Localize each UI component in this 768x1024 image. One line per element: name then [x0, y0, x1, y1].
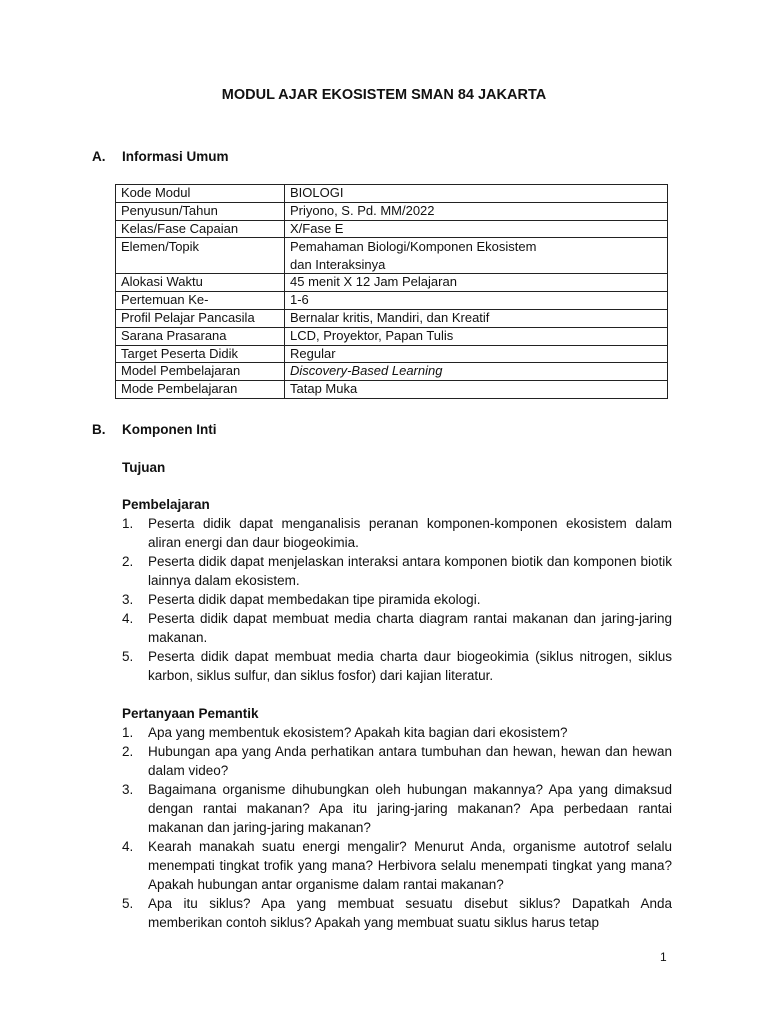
list-text: Peserta didik dapat menganalisis peranan komponen-komponen ekosistem dalam aliran energi dan daur biogeokimia.	[148, 516, 672, 550]
pembelajaran-list	[122, 514, 672, 685]
table-value: 1-6	[285, 292, 668, 310]
section-a-title: Informasi Umum	[122, 149, 229, 164]
table-key: Kode Modul	[116, 185, 285, 203]
table-row	[116, 381, 668, 399]
list-number: 4.	[122, 839, 134, 854]
list-number: 4.	[122, 611, 134, 626]
table-key: Target Peserta Didik	[116, 345, 285, 363]
list-text: Peserta didik dapat membedakan tipe piramida ekologi.	[148, 592, 481, 607]
section-b-title: Komponen Inti	[122, 422, 217, 437]
list-text: Hubungan apa yang Anda perhatikan antara tumbuhan dan hewan, hewan dan hewan dalam video?	[148, 744, 672, 778]
list-text: Apa itu siklus? Apa yang membuat sesuatu disebut siklus? Dapatkah Anda memberikan contoh siklus? Apakah yang membuat suatu siklus harus tetap	[148, 896, 672, 930]
table-key: Kelas/Fase Capaian	[116, 220, 285, 238]
tujuan-heading: Tujuan	[122, 460, 166, 475]
list-number: 5.	[122, 649, 134, 664]
list-item	[122, 590, 672, 609]
table-key: Sarana Prasarana	[116, 327, 285, 345]
list-item	[122, 647, 672, 685]
list-text: Kearah manakah suatu energi mengalir? Menurut Anda, organisme autotrof selalu menempati tingkat trofik yang mana? Herbivora selalu menempati tingkat yang mana? Apakah hubungan antar organisme dalam rantai makanan?	[148, 839, 672, 892]
table-key: Model Pembelajaran	[116, 363, 285, 381]
pembelajaran-heading: Pembelajaran	[122, 497, 210, 512]
document-title: MODUL AJAR EKOSISTEM SMAN 84 JAKARTA	[221, 87, 547, 103]
table-row	[116, 220, 668, 238]
list-text: Bagaimana organisme dihubungkan oleh hubungan makannya? Apa yang dimaksud dengan rantai makanan? Apa itu jaring-jaring makanan? Apa perbedaan rantai makanan dan jaring-jaring makanan?	[148, 782, 672, 835]
section-a-letter: A.	[92, 149, 106, 164]
pertanyaan-list	[122, 723, 672, 932]
table-value: Tatap Muka	[285, 381, 668, 399]
table-value: LCD, Proyektor, Papan Tulis	[285, 327, 668, 345]
section-a-heading	[92, 149, 229, 164]
pertanyaan-heading: Pertanyaan Pemantik	[122, 706, 259, 721]
list-number: 1.	[122, 516, 134, 531]
table-key: Profil Pelajar Pancasila	[116, 309, 285, 327]
table-row	[116, 202, 668, 220]
list-item	[122, 780, 672, 837]
table-value: BIOLOGI	[285, 185, 668, 203]
section-b-letter: B.	[92, 422, 106, 437]
table-row	[116, 274, 668, 292]
list-number: 5.	[122, 896, 134, 911]
table-row	[116, 238, 668, 274]
list-item	[122, 837, 672, 894]
table-key: Alokasi Waktu	[116, 274, 285, 292]
list-number: 3.	[122, 592, 134, 607]
list-number: 2.	[122, 554, 134, 569]
table-value	[285, 238, 668, 274]
table-key: Mode Pembelajaran	[116, 381, 285, 399]
table-row	[116, 185, 668, 203]
table-value: Discovery-Based Learning	[285, 363, 668, 381]
list-item	[122, 742, 672, 780]
table-row	[116, 363, 668, 381]
info-table	[115, 184, 668, 399]
list-text: Apa yang membentuk ekosistem? Apakah kita bagian dari ekosistem?	[148, 725, 568, 740]
list-text: Peserta didik dapat membuat media charta diagram rantai makanan dan jaring-jaring makanan.	[148, 611, 672, 645]
table-row	[116, 292, 668, 310]
list-item	[122, 609, 672, 647]
table-value: Regular	[285, 345, 668, 363]
table-row	[116, 309, 668, 327]
table-row	[116, 327, 668, 345]
list-item	[122, 552, 672, 590]
list-item	[122, 723, 672, 742]
table-value: X/Fase E	[285, 220, 668, 238]
table-value: 45 menit X 12 Jam Pelajaran	[285, 274, 668, 292]
page-number: 1	[660, 950, 667, 964]
list-number: 2.	[122, 744, 134, 759]
list-number: 3.	[122, 782, 134, 797]
table-key: Penyusun/Tahun	[116, 202, 285, 220]
list-text: Peserta didik dapat membuat media charta daur biogeokimia (siklus nitrogen, siklus karbon, siklus sulfur, dan siklus fosfor) dari kajian literatur.	[148, 649, 672, 683]
table-value-line2: dan Interaksinya	[290, 256, 386, 272]
table-key: Pertemuan Ke-	[116, 292, 285, 310]
table-value: Priyono, S. Pd. MM/2022	[285, 202, 668, 220]
table-value: Bernalar kritis, Mandiri, dan Kreatif	[285, 309, 668, 327]
table-value-line1: Pemahaman Biologi/Komponen Ekosistem	[290, 239, 537, 255]
table-row	[116, 345, 668, 363]
list-text: Peserta didik dapat menjelaskan interaksi antara komponen biotik dan komponen biotik lainnya dalam ekosistem.	[148, 554, 672, 588]
list-number: 1.	[122, 725, 134, 740]
section-b-heading	[92, 422, 217, 437]
table-key: Elemen/Topik	[116, 238, 285, 274]
list-item	[122, 514, 672, 552]
list-item	[122, 894, 672, 932]
